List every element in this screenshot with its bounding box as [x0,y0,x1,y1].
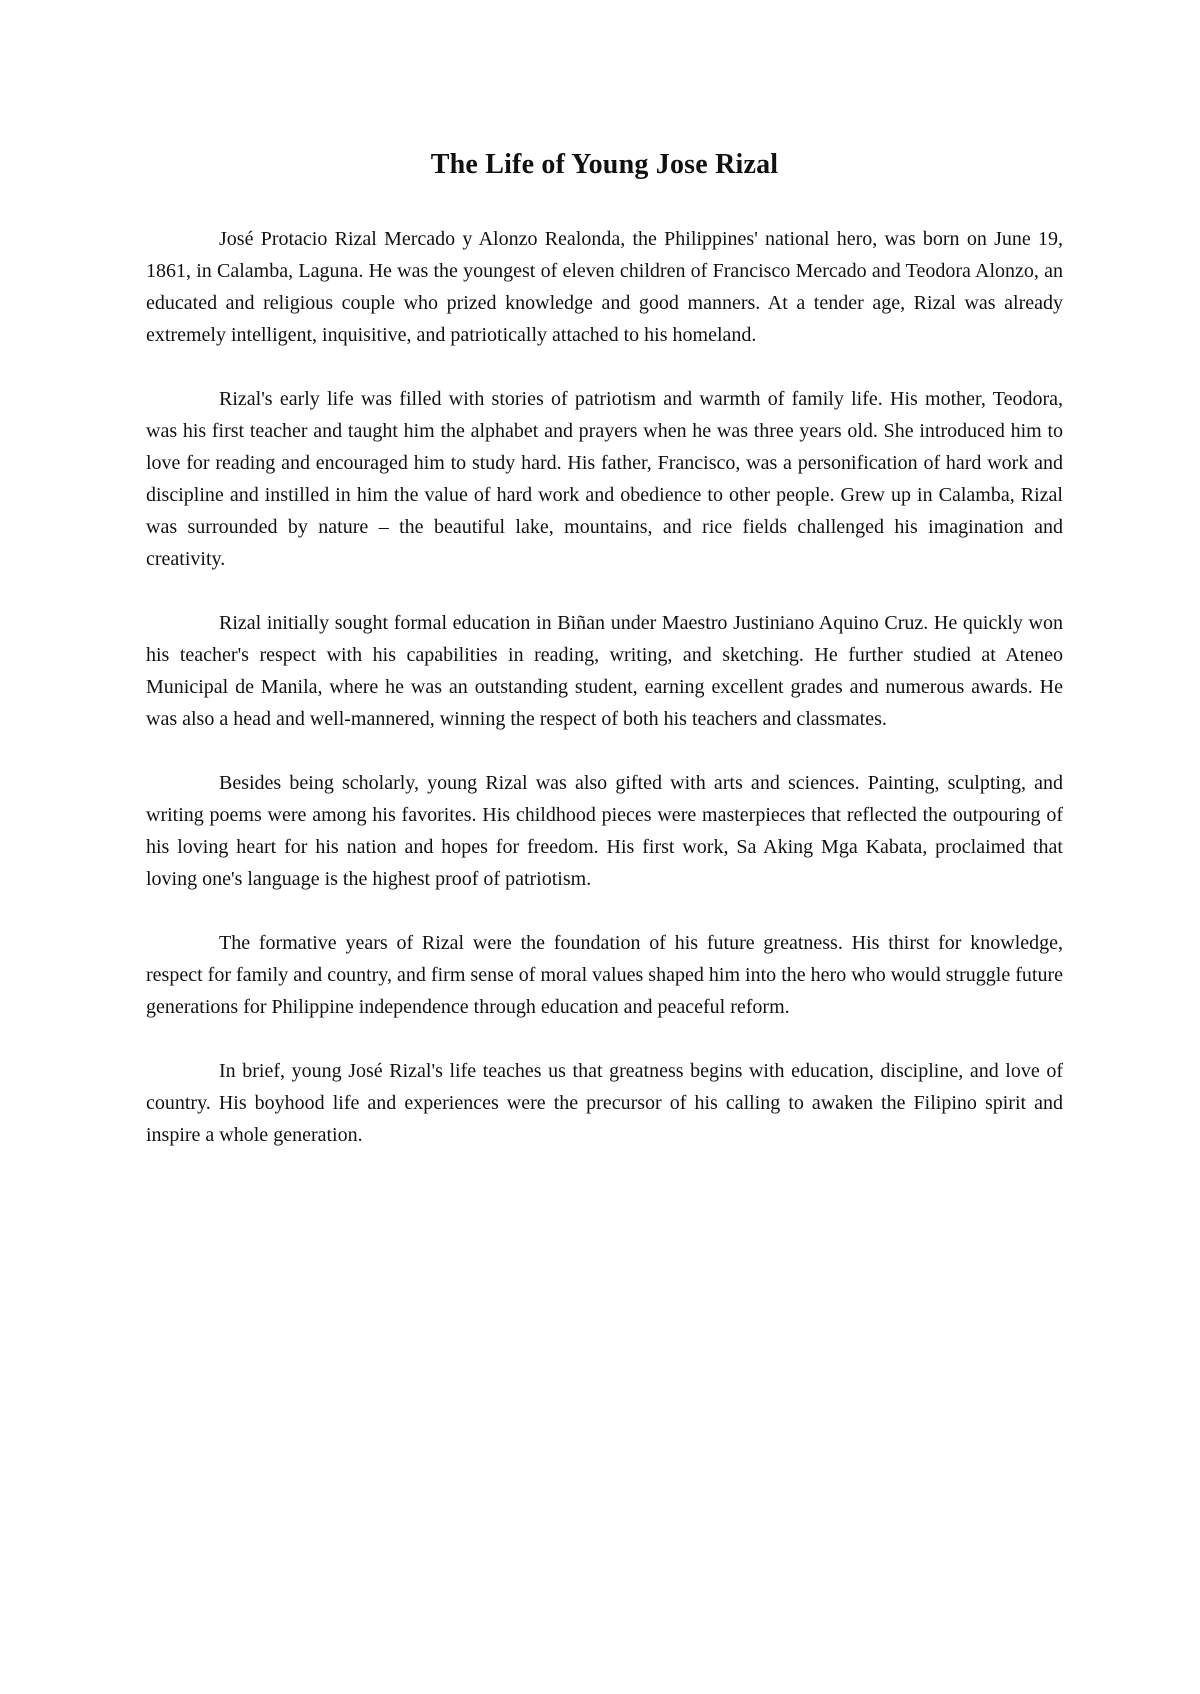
document-title: The Life of Young Jose Rizal [430,149,779,180]
paragraph-4: Besides being scholarly, young Rizal was also gifted with arts and sciences. Painting, sculpting, and writing poems were among his favorites. His childhood pieces were masterpieces that reflected the outpouring of his loving heart for his nation and hopes for freedom. His first work, Sa Aking Mga Kabata, proclaimed that loving one's language is the highest proof of patriotism. [146,772,1063,890]
paragraph-5: The formative years of Rizal were the foundation of his future greatness. His thirst for knowledge, respect for family and country, and firm sense of moral values shaped him into the hero who would struggle future generations for Philippine independence through education and peaceful reform. [146,932,1063,1018]
paragraph-6: In brief, young José Rizal's life teaches us that greatness begins with education, discipline, and love of country. His boyhood life and experiences were the precursor of his calling to awaken the Filipino spirit and inspire a whole generation. [146,1060,1063,1146]
paragraph-2: Rizal's early life was filled with stories of patriotism and warmth of family life. His mother, Teodora, was his first teacher and taught him the alphabet and prayers when he was three years old. She introduced him to love for reading and encouraged him to study hard. His father, Francisco, was a personification of hard work and discipline and instilled in him the value of hard work and obedience to other people. Grew up in Calamba, Rizal was surrounded by nature – the beautiful lake, mountains, and rice fields challenged his imagination and creativity. [146,388,1063,570]
paragraph-3: Rizal initially sought formal education in Biñan under Maestro Justiniano Aquino Cruz. He quickly won his teacher's respect with his capabilities in reading, writing, and sketching. He further studied at Ateneo Municipal de Manila, where he was an outstanding student, earning excellent grades and numerous awards. He was also a head and well-mannered, winning the respect of both his teachers and classmates. [146,612,1063,730]
paragraph-1: José Protacio Rizal Mercado y Alonzo Realonda, the Philippines' national hero, was born on June 19, 1861, in Calamba, Laguna. He was the youngest of eleven children of Francisco Mercado and Teodora Alonzo, an educated and religious couple who prized knowledge and good manners. At a tender age, Rizal was already extremely intelligent, inquisitive, and patriotically attached to his homeland. [146,228,1063,346]
document-body [146,145,1063,1183]
